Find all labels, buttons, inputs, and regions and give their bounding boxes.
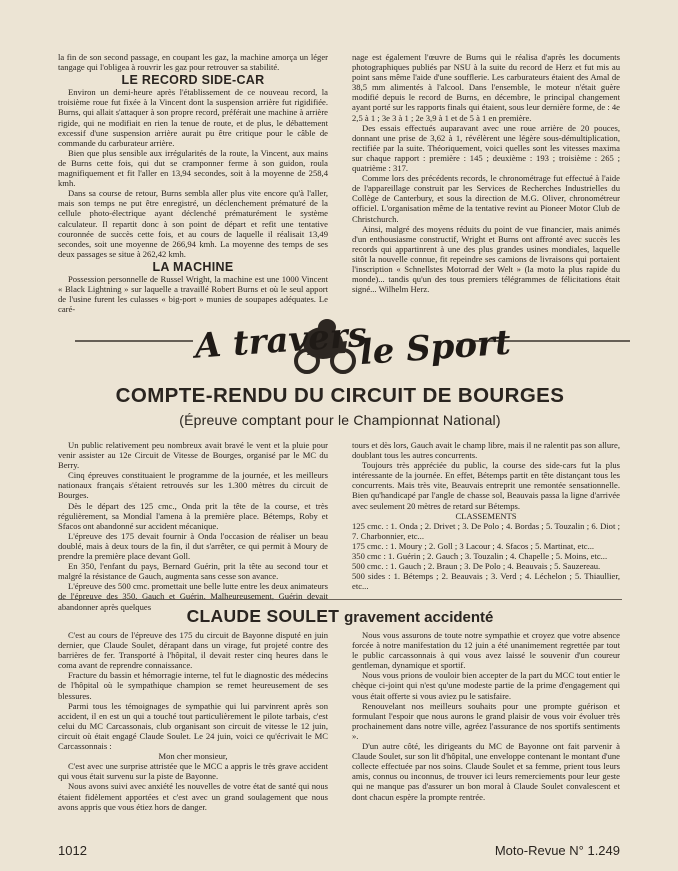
- article-paragraph: Nous avons suivi avec anxiété les nouvelles de votre état de santé qui nous étaient fidèlement apportées et c'est avec un grand soulagement que nous avons appris que vous étiez hors de danger.: [58, 781, 328, 812]
- article-paragraph: Nous vous prions de vouloir bien accepter de la part du MCC tout entier le chèque ci-joint qui n'est qu'une modeste partie de la prime d'engagement qui vous était offerte si vous aviez pu le satisfaire.: [352, 670, 620, 701]
- page-number: 1012: [58, 843, 87, 858]
- classement-125: 125 cmc. : 1. Onda ; 2. Drivet ; 3. De Polo ; 4. Bordas ; 5. Touzalin ; 6. Diot ; 7. Charbonnier, etc...: [352, 520, 620, 541]
- article-paragraph: Possession personnelle de Russel Wright, la machine est une 1000 Vincent « Black Lightning » sur laquelle a travaillé Robert Burns et où le seul apport de l'usine furent les culasses « big-port » munies de soupapes adéquates. Le caré-: [58, 273, 328, 315]
- article-subtitle-bourges: (Épreuve comptant pour le Championnat National): [179, 412, 501, 428]
- article-paragraph: Dans sa course de retour, Burns sembla aller plus vite encore qu'à l'aller, mais son temps ne put être enregistré, un déclenchement prématuré de la cellule photo-électrique ayant déclenché prématurément le système calculateur. Il repartit donc à son point de départ et refit une tentative couronnée de succès cette fois, et au cours de laquelle il réalisait 13,49 secondes, soit une moyenne de 266,94 kmh. La moyenne des temps de ses deux passages se situe à 262,42 kmh.: [58, 188, 328, 259]
- article-paragraph: tours et dès lors, Gauch avait le champ libre, mais il ne ralentit pas son allure, doublant tous les autres concurrents.: [352, 440, 620, 461]
- classements-heading: CLASSEMENTS: [455, 510, 517, 521]
- article-paragraph: nage est également l'œuvre de Burns qui le réalisa d'après les documents photographiques publiés par NSU à la suite du record de Herz et fut mis au point sans même l'aide d'une soufflerie. Les carburateurs étaient des Amal de 38,5 mm alimentés à l'alcool. Dans l'ensemble, le moteur n'était guère modifié depuis le record de Burns, en décembre, le principal changement ayant porté sur les rapports finals qui étaient, sous leur dernière forme, de : 4e 2,5 à 1 ; 3e 3 à 1 ; 2e 3,9 à 1 et de 5 à 1 en première.: [352, 52, 620, 123]
- article-paragraph: Des essais effectués auparavant avec une roue arrière de 20 pouces, donnant une prise de 3,62 à 1, révélèrent une légère sous-démultiplication, rectifiée par la suite. Théoriquement, voici quelles sont les vitesses maxima sur chaque rapport : première : 145 ; deuxième : 193 ; troisième : 265 ; quatrième : 317.: [352, 122, 620, 174]
- article-paragraph: Cinq épreuves constituaient le programme de la journée, et les meilleurs nationaux français s'étaient retrouvés sur les 1.300 mètres du circuit de Bourges.: [58, 470, 328, 501]
- article-paragraph: Dès le départ des 125 cmc., Onda prit la tête de la course, et très régulièrement, sa Mondial l'amena à la première place. Bétemps, Roby et Sfacos ont abandonné sur accident mécanique.: [58, 500, 328, 531]
- banner-script-right: le Sport: [358, 322, 512, 374]
- article-paragraph: Toujours très appréciée du public, la course des side-cars fut la plus intéressante de la journée. En effet, Bétemps partit en tête distançant tous les concurrents. Mais très vite, Beauvais entreprit une remontée sensationnelle. Bien qu'handicapé par l'angle de chasse sol, Beauvais passa la ligne d'arrivée avec seulement 20 mètres de retard sur Bétemps.: [352, 460, 620, 511]
- article-soulet-right-column: [352, 630, 620, 802]
- article-paragraph: Ainsi, malgré des moyens réduits du point de vue financier, mais animés d'un enthousiasme constructif, Wright et Burns ont affronté avec succès les records qui appartinrent à une des plus grandes usines mondiales, laquelle sitôt la nouvelle connue, fit repeindre ses camions de livraisons qui portaient l'inscription « Schnellstes Motorrad der Welt » (la moto la plus rapide du monde)... tandis qu'un des tous premiers télégrammes de félicitations était signé... Wilhelm Herz.: [352, 223, 620, 295]
- article-paragraph: C'est au cours de l'épreuve des 175 du circuit de Bayonne disputé en juin dernier, que Claude Soulet, dérapant dans un virage, fut projeté contre des barrières de fer. Transporté à l'hôpital, il devait rester cinq heures dans le coma avant de reprendre connaissance.: [58, 630, 328, 671]
- article-record-right-column: [352, 52, 620, 294]
- article-paragraph: Fracture du bassin et hémorragie interne, tel fut le diagnostic des médecins de l'hôpital où le sympathique champion se remet heureusement de ses blessures.: [58, 670, 328, 701]
- article-bourges-right-column: [352, 440, 620, 591]
- article-paragraph: L'épreuve des 500 cmc. promettait une belle lutte entre les deux animateurs de l'épreuve des 350, Gauch et Guérin. Malheureusement, Guérin devait abandonner après quelques: [58, 581, 328, 612]
- article-paragraph: Environ un demi-heure après l'établissement de ce nouveau record, la troisième roue fut fixée à la Vincent dont la suspension arrière fut rigidifiée. Burns, qui allait s'attaquer à son propre record, préférait une machine à arrière rigide, qui ne modifiait en rien la tenue de route, et de plus, le débattement excessif d'une suspension arrière aurait pu être critique pour le câble de commande du carburateur arrière.: [58, 87, 328, 148]
- article-paragraph: Un public relativement peu nombreux avait bravé le vent et la pluie pour venir assister au 12e Circuit de Vitesse de Bourges, organisé par le MC du Berry.: [58, 440, 328, 471]
- article-paragraph: Parmi tous les témoignages de sympathie qui lui parvinrent après son accident, il en est un qui a touché tout particulièrement le pilote tarbais, c'est celui du MC Carcassonais, club organisant son circuit de vitesse le 12 juin, circuit où était engagé Claude Soulet. Le 24 juin, voici ce qu'écrivait le MC Carcassonnais :: [58, 700, 328, 752]
- article-title-soulet-name: CLAUDE SOULET: [186, 606, 340, 626]
- section-banner-a-travers-le-sport: [75, 303, 630, 383]
- article-paragraph: En 350, l'enfant du pays, Bernard Guérin, prit la tête au second tour et malgré la résistance de Gauch, augmenta sans cesse son avance.: [58, 561, 328, 582]
- section-heading-machine: LA MACHINE: [152, 259, 234, 274]
- banner-script-left: A travers: [193, 314, 369, 367]
- article-paragraph: Comme lors des précédents records, le chronométrage fut effectué à l'aide de l'appareillage construit par les Services de Recherches Industrielles du Collège de Canterbury, et sous la direction de M.G. Oliver, chronométreur officiel. L'organisation même de la tentative revint au Pioneer Motor Club de Christchurch.: [352, 173, 620, 224]
- article-paragraph: Bien que plus sensible aux irrégularités de la route, la Vincent, aux mains de Burns cette fois, qui dut se cramponner ferme à son guidon, roula magnifiquement et fit l'aller en 13,94 secondes, soit à la moyenne de 258,4 kmh.: [58, 147, 328, 189]
- article-soulet-left-column: [58, 630, 328, 812]
- letter-salutation: Mon cher monsieur,: [158, 751, 228, 762]
- article-title-soulet-rest: gravement accidenté: [344, 609, 494, 626]
- article-paragraph: D'un autre côté, les dirigeants du MC de Bayonne ont fait parvenir à Claude Soulet, sur son lit d'hôpital, une enveloppe contenant le montant d'une collecte effectuée par nos soins. Claude Soulet et sa femme, prient tous leurs amis, connus ou inconnus, de trouver ici leurs remerciements pour leur geste qui ne manque pas d'assurer un bon moral à Claude Soulet convalescent et dont chacun espère la prompte rentrée.: [352, 741, 620, 802]
- article-paragraph: la fin de son second passage, en coupant les gaz, la machine amorça un léger tangage qui l'obligea à rouvrir les gaz pour retrouver sa stabilité.: [58, 52, 328, 73]
- classement-500: 500 cmc. : 1. Gauch ; 2. Braun ; 3. De Polo ; 4. Beauvais ; 5. Sauzereau.: [352, 561, 601, 572]
- article-title-bourges: COMPTE-RENDU DU CIRCUIT DE BOURGES: [115, 384, 565, 407]
- classement-350: 350 cmc : 1. Guérin ; 2. Gauch ; 3. Touzalin ; 4. Chapelle ; 5. Moins, etc...: [352, 551, 608, 562]
- article-title-soulet: [60, 606, 620, 627]
- magazine-issue: Moto-Revue N° 1.249: [494, 843, 620, 858]
- article-bourges-left-column: [58, 440, 328, 612]
- section-divider: [58, 599, 622, 600]
- article-record-left-column: [58, 52, 328, 314]
- article-paragraph: L'épreuve des 175 devait fournir à Onda l'occasion de réaliser un beau doublé, mais à deux tours de la fin, il dut s'arrêter, ce qui permit à Moury de prendre la première place devant Goll.: [58, 530, 328, 562]
- article-paragraph: C'est avec une surprise attristée que le MCC a appris le très grave accident qui vous était survenu sur la piste de Bayonne.: [58, 761, 328, 782]
- article-paragraph: Renouvelant nos meilleurs souhaits pour une prompte guérison et formulant l'espoir que nous aurons le grand plaisir de vous voir évoluer très prochainement dans notre ville, agréez l'assurance de nos sportifs sentiments ».: [352, 700, 620, 741]
- banner-graphic: [75, 303, 630, 383]
- article-paragraph: Nous vous assurons de toute notre sympathie et croyez que votre absence forcée à notre manifestation du 12 juin a été unanimement regrettée par tout le public carcassonnais à qui vous avez laissé le souvenir d'un coureur gentleman, dynamique et sportif.: [352, 630, 620, 671]
- classement-sides: 500 sides : 1. Bétemps ; 2. Beauvais ; 3. Verd ; 4. Léchelon ; 5. Thiaullier, etc...: [352, 571, 620, 592]
- classement-175: 175 cmc. : 1. Moury ; 2. Goll ; 3 Lacour ; 4. Sfacos ; 5. Martinat, etc...: [352, 540, 595, 551]
- section-heading-record-sidecar: LE RECORD SIDE-CAR: [121, 73, 265, 88]
